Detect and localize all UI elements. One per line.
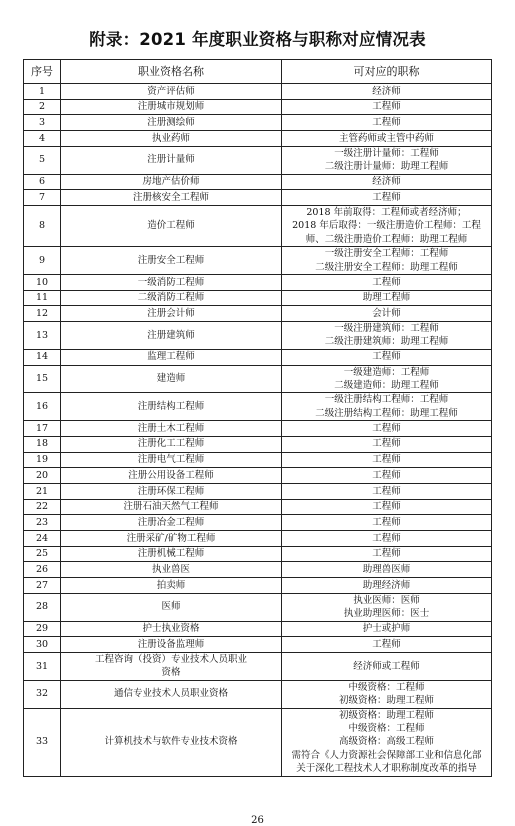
qualification-name-cell [61, 452, 282, 468]
corresponding-title: 工程师 [372, 469, 401, 481]
row-index: 22 [24, 499, 61, 515]
corresponding-title-cell [282, 421, 492, 437]
corresponding-title-cell [282, 146, 492, 174]
table-row [24, 131, 492, 147]
row-index: 11 [24, 290, 61, 306]
table-row [24, 436, 492, 452]
qualification-name: 注册公用设备工程师 [128, 469, 214, 481]
corresponding-title: 助理经济师 [362, 579, 411, 591]
corresponding-title: 工程师 [372, 548, 401, 560]
table-row [24, 174, 492, 190]
row-index: 13 [24, 322, 61, 350]
corresponding-title-cell [282, 468, 492, 484]
table-row [24, 393, 492, 421]
row-index: 6 [24, 174, 61, 190]
qualification-name-cell [61, 652, 282, 680]
table-row [24, 349, 492, 365]
table-row [24, 115, 492, 131]
qualification-name-cell [61, 421, 282, 437]
corresponding-title-cell [282, 593, 492, 621]
row-index: 30 [24, 637, 61, 653]
qualification-name: 一级消防工程师 [137, 276, 205, 288]
qualification-name: 注册冶金工程师 [137, 516, 205, 528]
corresponding-title: 二级注册安全工程师：助理工程师 [315, 261, 458, 273]
qualification-name: 注册建筑师 [147, 329, 195, 341]
qualification-name: 拍卖师 [156, 579, 186, 591]
corresponding-title: 经济师 [372, 85, 401, 97]
table-row [24, 365, 492, 393]
qualification-name: 执业药师 [151, 132, 190, 144]
table-row [24, 483, 492, 499]
qualification-name-cell [61, 578, 282, 594]
corresponding-title-cell [282, 483, 492, 499]
corresponding-title: 经济师或工程师 [353, 660, 420, 672]
corresponding-title: 助理工程师 [362, 292, 411, 304]
qualification-name-cell [61, 174, 282, 190]
qualification-name-cell [61, 546, 282, 562]
qualification-title-table [23, 59, 492, 777]
qualification-name-cell [61, 593, 282, 621]
corresponding-title: 中级资格：工程师 [348, 722, 425, 734]
corresponding-title-cell [282, 131, 492, 147]
corresponding-title-cell [282, 680, 492, 708]
row-index: 27 [24, 578, 61, 594]
table-row [24, 499, 492, 515]
row-index: 12 [24, 306, 61, 322]
corresponding-title: 2018 年前取得：工程师或者经济师； [306, 206, 467, 218]
row-index: 16 [24, 393, 61, 421]
row-index: 4 [24, 131, 61, 147]
qualification-name-cell [61, 115, 282, 131]
qualification-name: 注册核安全工程师 [132, 191, 209, 203]
qualification-name: 通信专业技术人员职业资格 [113, 688, 228, 700]
corresponding-title: 高级资格：高级工程师 [338, 736, 434, 748]
qualification-name-cell [61, 499, 282, 515]
qualification-name-cell [61, 247, 282, 275]
table-body [24, 84, 492, 777]
row-index: 29 [24, 621, 61, 637]
corresponding-title: 师、二级注册造价工程师：助理工程师 [305, 233, 468, 245]
corresponding-title: 一级注册安全工程师：工程师 [324, 248, 449, 260]
qualification-name: 注册机械工程师 [137, 548, 205, 560]
corresponding-title-cell [282, 546, 492, 562]
table-row [24, 621, 492, 637]
corresponding-title: 工程师 [372, 351, 401, 363]
qualification-name: 注册化工工程师 [137, 438, 205, 450]
corresponding-title: 助理兽医师 [362, 563, 411, 575]
corresponding-title-cell [282, 84, 492, 100]
qualification-name-cell [61, 99, 282, 115]
corresponding-title: 2018 年后取得：一级注册造价工程师：工程 [292, 220, 481, 232]
corresponding-title-cell [282, 499, 492, 515]
table-row [24, 578, 492, 594]
qualification-name-cell [61, 190, 282, 206]
table-row [24, 322, 492, 350]
qualification-name: 注册测绘师 [147, 117, 195, 129]
table-row [24, 708, 492, 776]
qualification-name-cell [61, 436, 282, 452]
corresponding-title-cell [282, 306, 492, 322]
corresponding-title: 初级资格：助理工程师 [338, 695, 434, 707]
corresponding-title: 二级注册建筑师：助理工程师 [324, 336, 449, 348]
row-index: 18 [24, 436, 61, 452]
qualification-name-cell [61, 393, 282, 421]
table-row [24, 546, 492, 562]
qualification-name-cell [61, 708, 282, 776]
table-row [24, 637, 492, 653]
row-index: 24 [24, 530, 61, 546]
corresponding-title: 执业助理医师：医士 [343, 608, 430, 620]
row-index: 33 [24, 708, 61, 776]
corresponding-title: 工程师 [372, 276, 401, 288]
qualification-name: 工程咨询（投资）专业技术人员职业 [94, 653, 247, 665]
table-row [24, 84, 492, 100]
row-index: 9 [24, 247, 61, 275]
qualification-name: 资产评估师 [147, 85, 195, 97]
corresponding-title: 一级建造师：工程师 [343, 366, 430, 378]
table-row [24, 680, 492, 708]
qualification-name-cell [61, 562, 282, 578]
table-row [24, 421, 492, 437]
document-title: 附录：2021 年度职业资格与职称对应情况表 [89, 30, 426, 49]
row-index: 28 [24, 593, 61, 621]
corresponding-title: 工程师 [372, 485, 401, 497]
qualification-name: 医师 [161, 601, 181, 613]
qualification-name-cell [61, 84, 282, 100]
qualification-name: 注册环保工程师 [137, 485, 205, 497]
qualification-name-cell [61, 322, 282, 350]
qualification-name-cell [61, 349, 282, 365]
qualification-name: 注册结构工程师 [137, 401, 205, 413]
qualification-name: 注册会计师 [147, 307, 195, 319]
row-index: 23 [24, 515, 61, 531]
qualification-name-cell [61, 365, 282, 393]
corresponding-title-cell [282, 436, 492, 452]
table-row [24, 205, 492, 246]
corresponding-title: 工程师 [372, 438, 401, 450]
qualification-name-cell [61, 468, 282, 484]
page-number: 26 [251, 815, 264, 826]
corresponding-title-cell [282, 652, 492, 680]
corresponding-title: 执业医师：医师 [353, 594, 420, 606]
qualification-name: 计算机技术与软件专业技术资格 [104, 736, 238, 748]
row-index: 15 [24, 365, 61, 393]
corresponding-title: 工程师 [372, 191, 401, 203]
row-index: 26 [24, 562, 61, 578]
corresponding-title-cell [282, 349, 492, 365]
corresponding-title-cell [282, 708, 492, 776]
corresponding-title-cell [282, 205, 492, 246]
row-index: 20 [24, 468, 61, 484]
corresponding-title-cell [282, 274, 492, 290]
row-index: 3 [24, 115, 61, 131]
qualification-name: 监理工程师 [147, 351, 195, 363]
header-corresponding-title: 可对应的职称 [282, 60, 492, 84]
row-index: 7 [24, 190, 61, 206]
qualification-name-cell [61, 483, 282, 499]
table-row [24, 146, 492, 174]
corresponding-title-cell [282, 530, 492, 546]
corresponding-title-cell [282, 562, 492, 578]
corresponding-title-cell [282, 393, 492, 421]
qualification-name-cell [61, 637, 282, 653]
corresponding-title: 工程师 [372, 454, 401, 466]
qualification-name: 注册石油天然气工程师 [123, 501, 219, 513]
corresponding-title: 中级资格：工程师 [348, 681, 425, 693]
row-index: 25 [24, 546, 61, 562]
corresponding-title: 工程师 [372, 638, 401, 650]
header-qualification-name: 职业资格名称 [61, 60, 282, 84]
qualification-name: 注册采矿/矿物工程师 [126, 532, 216, 544]
corresponding-title-cell [282, 365, 492, 393]
qualification-name: 二级消防工程师 [137, 292, 205, 304]
corresponding-title: 关于深化工程技术人才职称制度改革的指导 [296, 763, 477, 775]
qualification-name: 建造师 [156, 373, 186, 385]
qualification-name: 护士执业资格 [142, 623, 200, 635]
corresponding-title-cell [282, 578, 492, 594]
qualification-name-cell [61, 530, 282, 546]
qualification-name-cell [61, 621, 282, 637]
table-row [24, 306, 492, 322]
table-row [24, 290, 492, 306]
corresponding-title-cell [282, 637, 492, 653]
qualification-name: 执业兽医 [151, 563, 190, 575]
row-index: 10 [24, 274, 61, 290]
qualification-name-cell [61, 205, 282, 246]
qualification-name: 注册土木工程师 [137, 422, 205, 434]
corresponding-title: 工程师 [372, 501, 401, 513]
table-header-row [24, 60, 492, 84]
table-row [24, 593, 492, 621]
qualification-name: 房地产估价师 [142, 176, 200, 188]
table-row [24, 652, 492, 680]
qualification-name: 造价工程师 [147, 220, 195, 232]
qualification-name-cell [61, 680, 282, 708]
table-row [24, 468, 492, 484]
corresponding-title: 二级注册计量师：助理工程师 [324, 161, 449, 173]
table-row [24, 99, 492, 115]
row-index: 14 [24, 349, 61, 365]
table-row [24, 530, 492, 546]
table-row [24, 274, 492, 290]
table-row [24, 562, 492, 578]
qualification-name: 注册安全工程师 [137, 254, 205, 266]
table-row [24, 190, 492, 206]
row-index: 5 [24, 146, 61, 174]
corresponding-title: 一级注册建筑师：工程师 [334, 323, 439, 335]
corresponding-title-cell [282, 247, 492, 275]
table-row [24, 452, 492, 468]
row-index: 32 [24, 680, 61, 708]
row-index: 31 [24, 652, 61, 680]
corresponding-title: 工程师 [372, 422, 401, 434]
row-index: 21 [24, 483, 61, 499]
corresponding-title-cell [282, 174, 492, 190]
row-index: 17 [24, 421, 61, 437]
qualification-name-cell [61, 274, 282, 290]
qualification-name-cell [61, 515, 282, 531]
corresponding-title: 一级注册结构工程师：工程师 [324, 394, 449, 406]
qualification-name: 注册设备监理师 [137, 638, 205, 650]
corresponding-title: 工程师 [372, 516, 401, 528]
corresponding-title: 护士或护师 [362, 623, 411, 635]
qualification-name: 资格 [161, 667, 181, 679]
row-index: 2 [24, 99, 61, 115]
corresponding-title-cell [282, 621, 492, 637]
corresponding-title-cell [282, 99, 492, 115]
corresponding-title: 经济师 [372, 176, 401, 188]
corresponding-title: 二级注册结构工程师：助理工程师 [315, 407, 458, 419]
corresponding-title: 初级资格：助理工程师 [338, 709, 434, 721]
corresponding-title-cell [282, 115, 492, 131]
row-index: 19 [24, 452, 61, 468]
corresponding-title: 需符合《人力资源社会保障部工业和信息化部 [291, 749, 482, 761]
corresponding-title-cell [282, 190, 492, 206]
corresponding-title: 主管药师或主管中药师 [338, 132, 434, 144]
corresponding-title: 工程师 [372, 532, 401, 544]
qualification-name: 注册城市规划师 [137, 101, 205, 113]
corresponding-title-cell [282, 290, 492, 306]
corresponding-title-cell [282, 452, 492, 468]
corresponding-title: 会计师 [372, 307, 401, 319]
row-index: 1 [24, 84, 61, 100]
table-row [24, 247, 492, 275]
qualification-name-cell [61, 146, 282, 174]
corresponding-title: 二级建造师：助理工程师 [334, 379, 439, 391]
header-index: 序号 [24, 60, 61, 84]
qualification-name-cell [61, 131, 282, 147]
table-row [24, 515, 492, 531]
qualification-name: 注册计量师 [147, 154, 195, 166]
corresponding-title: 一级注册计量师：工程师 [334, 147, 439, 159]
qualification-name-cell [61, 306, 282, 322]
corresponding-title: 工程师 [372, 101, 401, 113]
qualification-name-cell [61, 290, 282, 306]
corresponding-title-cell [282, 515, 492, 531]
corresponding-title: 工程师 [372, 117, 401, 129]
corresponding-title-cell [282, 322, 492, 350]
row-index: 8 [24, 205, 61, 246]
qualification-name: 注册电气工程师 [137, 454, 205, 466]
